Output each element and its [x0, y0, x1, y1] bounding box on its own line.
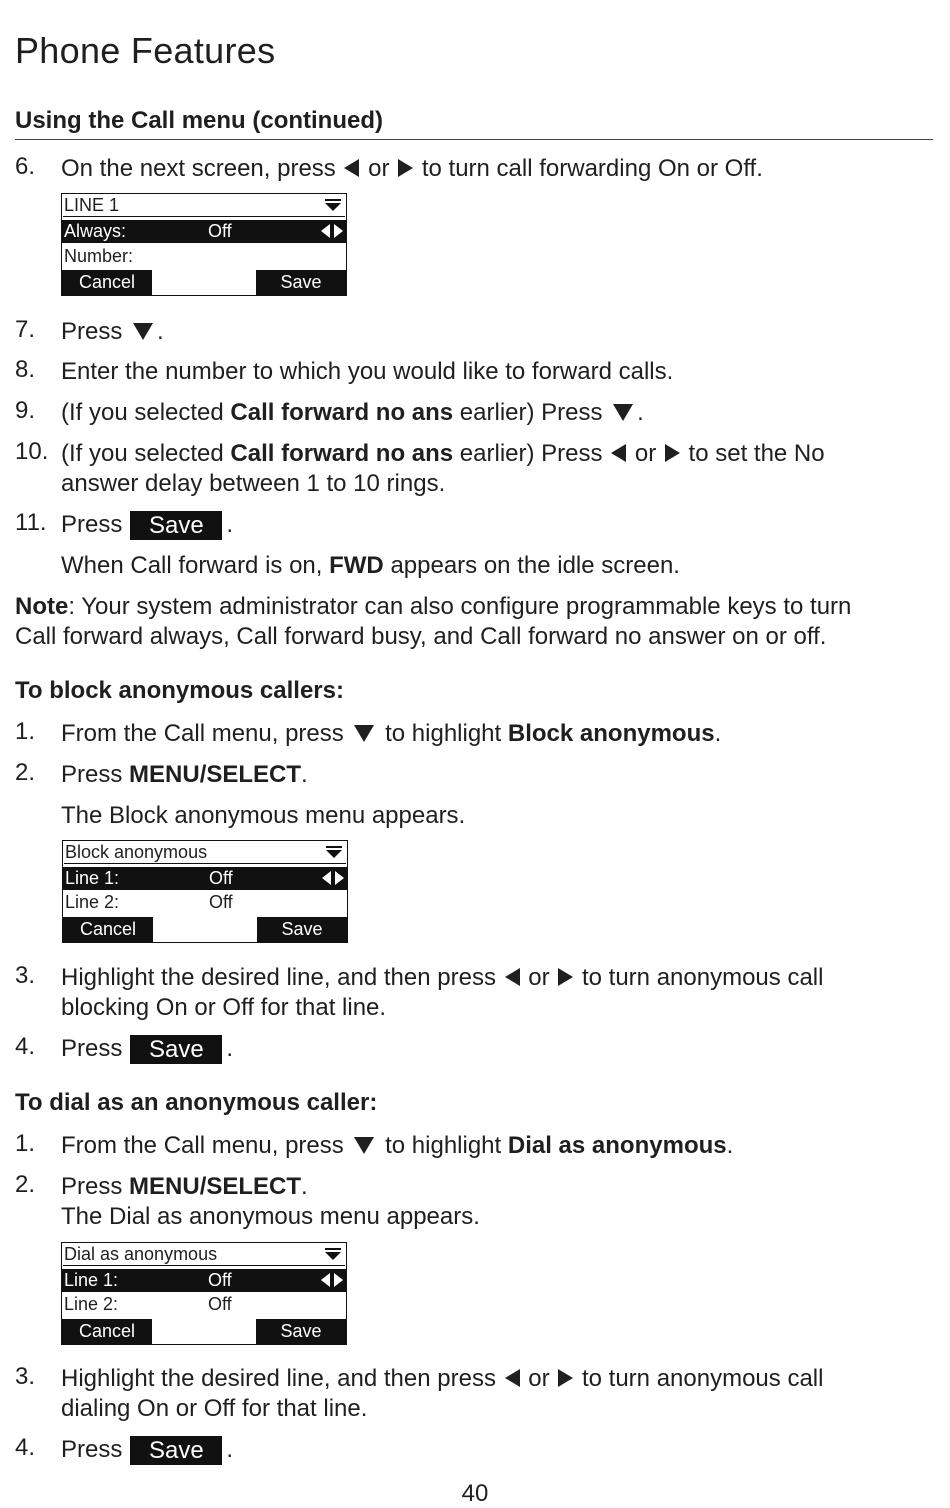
- page-number: 40: [461, 1480, 489, 1507]
- lcd-row-highlighted: [63, 867, 347, 890]
- step-number: 10.: [15, 438, 49, 465]
- scroll-down-icon: [325, 203, 341, 211]
- step-number: 3.: [15, 1363, 36, 1390]
- step-text: Press: [61, 1436, 123, 1463]
- left-arrow-icon: [505, 968, 520, 986]
- left-right-arrows-icon: [321, 224, 343, 239]
- save-key-graphic: Save: [130, 1035, 222, 1064]
- section-heading-block-anonymous: To block anonymous callers:: [15, 677, 344, 704]
- step-number: 4.: [15, 1033, 36, 1060]
- step-number: 9.: [15, 397, 36, 424]
- left-arrow-icon: [505, 1369, 520, 1387]
- step-text: When Call forward is on,: [61, 552, 323, 579]
- step-text: to turn call forwarding On or Off.: [421, 155, 763, 182]
- period: .: [226, 1436, 234, 1463]
- step-text: to turn anonymous call: [581, 964, 824, 991]
- lcd-row-label: Line 2:: [64, 1294, 119, 1314]
- dial-step-1-text: [61, 1130, 733, 1161]
- save-key-graphic: Save: [130, 1436, 222, 1465]
- note-line-2: Call forward always, Call forward busy, and Call forward no answer on or off.: [15, 623, 827, 650]
- step-number: 8.: [15, 356, 36, 383]
- fwd-indicator-text: FWD: [329, 552, 384, 579]
- step-text: to set the No: [688, 440, 825, 467]
- left-right-arrows-icon: [322, 871, 344, 886]
- step-text: to highlight: [385, 720, 502, 747]
- block-step-3-text: [61, 962, 823, 993]
- step-text: Press: [61, 318, 123, 345]
- lcd-title: Dial as anonymous: [64, 1244, 218, 1264]
- scroll-down-icon: [325, 1252, 341, 1260]
- step-text: Press: [61, 761, 123, 788]
- or-text: or: [528, 964, 550, 991]
- lcd-row-label: Line 1:: [64, 1270, 119, 1290]
- lcd-title: LINE 1: [64, 195, 120, 215]
- lcd-screen-block-anonymous: [62, 840, 348, 943]
- or-text: or: [634, 440, 657, 467]
- lcd-row: [62, 1293, 346, 1316]
- section-heading-dial-anonymous: To dial as an anonymous caller:: [15, 1089, 378, 1116]
- menu-option-name: Block anonymous: [507, 720, 715, 747]
- step-number: 1.: [15, 718, 36, 745]
- lcd-row: [63, 891, 347, 914]
- dial-step-2-text: [61, 1171, 308, 1202]
- lcd-row-value: Off: [208, 221, 232, 241]
- dial-step-3-text: [61, 1363, 823, 1394]
- down-arrow-icon: [613, 404, 633, 421]
- lcd-save-softkey: Save: [256, 1319, 346, 1344]
- lcd-title: Block anonymous: [65, 842, 208, 862]
- period: .: [726, 1132, 734, 1159]
- down-arrow-icon: [354, 725, 374, 742]
- step-text: Highlight the desired line, and then press: [61, 964, 496, 991]
- step-text: earlier) Press: [459, 399, 603, 426]
- lcd-cancel-softkey: Cancel: [62, 270, 152, 295]
- step-6-text: [61, 153, 763, 184]
- step-text: to turn anonymous call: [581, 1365, 824, 1392]
- period: .: [226, 511, 234, 538]
- step-number: 1.: [15, 1130, 36, 1157]
- lcd-row-label: Number:: [64, 246, 134, 266]
- lcd-row-value: Off: [208, 1270, 232, 1290]
- menu-option-name: Call forward no ans: [230, 399, 454, 426]
- heading-rule: [15, 139, 933, 140]
- lcd-cancel-softkey: Cancel: [62, 1319, 152, 1344]
- lcd-save-softkey: Save: [256, 270, 346, 295]
- or-text: or: [528, 1365, 550, 1392]
- section-heading-call-menu: Using the Call menu (continued): [15, 107, 384, 134]
- step-text: Highlight the desired line, and then press: [61, 1365, 496, 1392]
- step-text: Press: [61, 1035, 123, 1062]
- step-number: 2.: [15, 759, 36, 786]
- dial-menu-appears-text: The Dial as anonymous menu appears.: [61, 1203, 480, 1230]
- step-text: earlier) Press: [459, 440, 603, 467]
- step-number: 3.: [15, 962, 36, 989]
- step-7-text: [61, 316, 164, 347]
- step-text: (If you selected: [61, 440, 224, 467]
- lcd-screen-dial-anonymous: [61, 1242, 347, 1345]
- right-arrow-icon: [558, 1369, 573, 1387]
- step-number: 6.: [15, 153, 36, 180]
- period: .: [714, 720, 722, 747]
- left-right-arrows-icon: [321, 1273, 343, 1288]
- note-line-1: [15, 591, 851, 622]
- note-text: : Your system administrator can also configure programmable keys to turn: [68, 593, 852, 620]
- lcd-row-label: Always:: [64, 221, 127, 241]
- step-9-text: [61, 397, 644, 428]
- right-arrow-icon: [398, 159, 413, 177]
- left-arrow-icon: [344, 159, 359, 177]
- dial-step-3-text-line2: dialing On or Off for that line.: [61, 1395, 368, 1422]
- lcd-row-label: Line 1:: [65, 868, 120, 888]
- step-text: to highlight: [385, 1132, 502, 1159]
- key-name: MENU/SELECT: [129, 761, 302, 788]
- menu-option-name: Call forward no ans: [230, 440, 454, 467]
- lcd-row-highlighted: [62, 220, 346, 243]
- step-text: On the next screen, press: [61, 155, 336, 182]
- lcd-screen-call-forward: [61, 193, 347, 296]
- lcd-row: [62, 245, 346, 268]
- lcd-save-softkey: Save: [257, 917, 347, 942]
- lcd-row-highlighted: [62, 1269, 346, 1292]
- period: .: [637, 399, 644, 426]
- step-11-text: [61, 509, 233, 540]
- note-label: Note: [15, 593, 69, 620]
- step-text: appears on the idle screen.: [390, 552, 680, 579]
- step-10-text-line2: answer delay between 1 to 10 rings.: [61, 470, 446, 497]
- step-text: From the Call menu, press: [61, 1132, 344, 1159]
- period: .: [157, 318, 164, 345]
- menu-option-name: Dial as anonymous: [507, 1132, 727, 1159]
- lcd-row-value: Off: [208, 1294, 232, 1314]
- right-arrow-icon: [558, 968, 573, 986]
- page-title: Phone Features: [15, 30, 276, 71]
- block-step-4-text: [61, 1033, 233, 1064]
- lcd-header: [63, 1243, 345, 1266]
- down-arrow-icon: [354, 1137, 374, 1154]
- or-text: or: [368, 155, 390, 182]
- dial-step-4-text: [61, 1434, 233, 1465]
- lcd-cancel-softkey: Cancel: [63, 917, 153, 942]
- lcd-header: [63, 194, 345, 217]
- step-number: 7.: [15, 316, 36, 343]
- period: .: [301, 1173, 308, 1200]
- step-10-text: [61, 438, 825, 469]
- block-step-3-text-line2: blocking On or Off for that line.: [61, 994, 387, 1021]
- left-arrow-icon: [611, 444, 626, 462]
- down-arrow-icon: [133, 323, 153, 340]
- step-text: (If you selected: [61, 399, 224, 426]
- right-arrow-icon: [665, 444, 680, 462]
- step-8-text: Enter the number to which you would like to forward calls.: [61, 358, 674, 385]
- fwd-info-text: [61, 550, 680, 581]
- step-number: 4.: [15, 1434, 36, 1461]
- save-key-graphic: Save: [130, 511, 222, 540]
- block-step-2-text: [61, 759, 308, 790]
- lcd-row-label: Line 2:: [65, 892, 120, 912]
- block-menu-appears-text: The Block anonymous menu appears.: [61, 802, 466, 829]
- scroll-down-icon: [326, 850, 342, 858]
- key-name: MENU/SELECT: [129, 1173, 302, 1200]
- period: .: [226, 1035, 234, 1062]
- step-number: 11.: [15, 509, 47, 536]
- period: .: [301, 761, 308, 788]
- block-step-1-text: [61, 718, 721, 749]
- step-number: 2.: [15, 1171, 36, 1198]
- lcd-header: [64, 841, 346, 864]
- step-text: Press: [61, 511, 123, 538]
- step-text: Press: [61, 1173, 123, 1200]
- lcd-row-value: Off: [209, 868, 233, 888]
- lcd-row-value: Off: [209, 892, 233, 912]
- step-text: From the Call menu, press: [61, 720, 344, 747]
